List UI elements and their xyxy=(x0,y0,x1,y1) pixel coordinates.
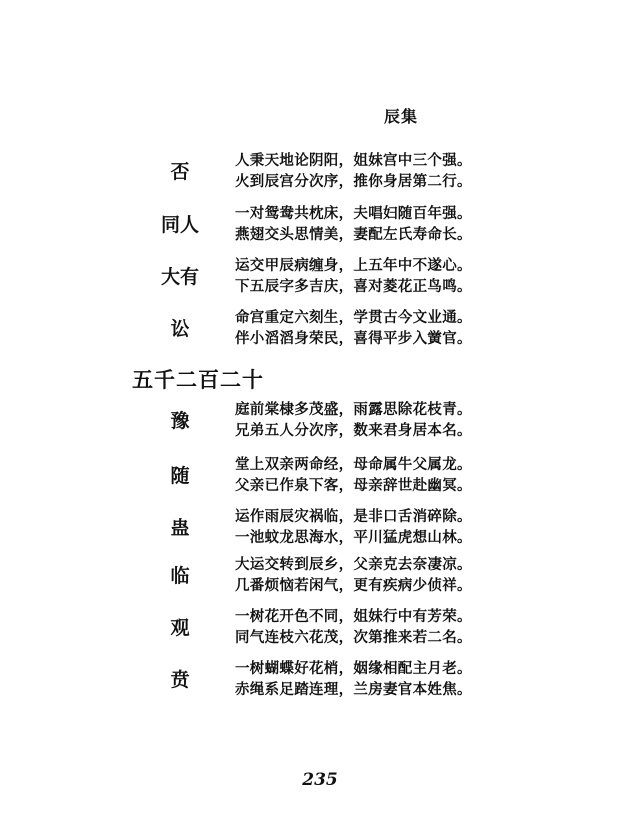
verse-line: 伴小滔滔身荣民，喜得平步入黉官。 xyxy=(235,330,472,347)
verse-line: 同气连枝六花茂，次第推来若二名。 xyxy=(235,629,472,646)
hexagram-name: 讼 xyxy=(170,318,190,340)
hexagram-name: 大有 xyxy=(160,266,199,288)
verse-line: 庭前棠棣多茂盛，雨露思除花枝青。 xyxy=(235,401,472,418)
verse-line: 火到辰宫分次序，推你身居第二行。 xyxy=(235,173,472,190)
verse-line: 一树蝴蝶好花梢，姻缘相配主月老。 xyxy=(235,660,472,677)
verse-line: 堂上双亲两命经，母命属牛父属龙。 xyxy=(235,456,472,473)
verse-line: 一池蚊龙思海水，平川猛虎想山林。 xyxy=(235,529,472,546)
hexagram-name: 蛊 xyxy=(170,517,190,539)
verse-line: 父亲已作泉下客，母亲辞世赴幽冥。 xyxy=(235,477,472,494)
verse-entry xyxy=(0,556,640,596)
hexagram-name: 随 xyxy=(170,465,190,487)
verse-entry xyxy=(0,660,640,700)
hexagram-name: 临 xyxy=(170,565,190,587)
verse-line: 运交甲辰病缠身，上五年中不遂心。 xyxy=(235,257,472,274)
verse-line: 兄弟五人分次序，数来君身居本名。 xyxy=(235,422,472,439)
verse-line: 运作雨辰灾祸临，是非口舌消碎除。 xyxy=(235,508,472,525)
verse-entry xyxy=(0,257,640,297)
section-title: 五千二百二十 xyxy=(132,367,264,392)
verse-entry xyxy=(0,456,640,496)
verse-entry xyxy=(0,508,640,548)
verse-line: 燕翅交头思情美，妻配左氏寿命长。 xyxy=(235,226,472,243)
verse-entry xyxy=(0,401,640,441)
hexagram-name: 贲 xyxy=(170,669,190,691)
verse-line: 一树花开色不同，姐妹行中有芳荣。 xyxy=(235,608,472,625)
hexagram-name: 豫 xyxy=(170,410,190,432)
verse-line: 命宫重定六刻生，学贯古今文业通。 xyxy=(235,309,472,326)
verse-line: 人秉天地论阴阳，姐妹宫中三个强。 xyxy=(235,152,472,169)
verse-line: 大运交转到辰乡，父亲克去奈凄凉。 xyxy=(235,556,472,573)
running-header: 辰集 xyxy=(384,107,419,126)
verse-line: 几番烦恼若闲气，更有疾病少侦祥。 xyxy=(235,577,472,594)
verse-entry xyxy=(0,309,640,349)
verse-line: 一对鸳鸯共枕床，夫唱妇随百年强。 xyxy=(235,205,472,222)
verse-entry xyxy=(0,608,640,648)
verse-line: 赤绳系足踏连理，兰房妻官本姓焦。 xyxy=(235,681,472,698)
hexagram-name: 否 xyxy=(170,161,190,183)
verse-entry xyxy=(0,205,640,245)
hexagram-name: 同人 xyxy=(160,214,199,236)
page-number: 235 xyxy=(302,770,338,790)
verse-entry xyxy=(0,152,640,192)
verse-line: 下五辰字多吉庆，喜对菱花正鸟鸣。 xyxy=(235,278,472,295)
hexagram-name: 观 xyxy=(170,617,190,639)
